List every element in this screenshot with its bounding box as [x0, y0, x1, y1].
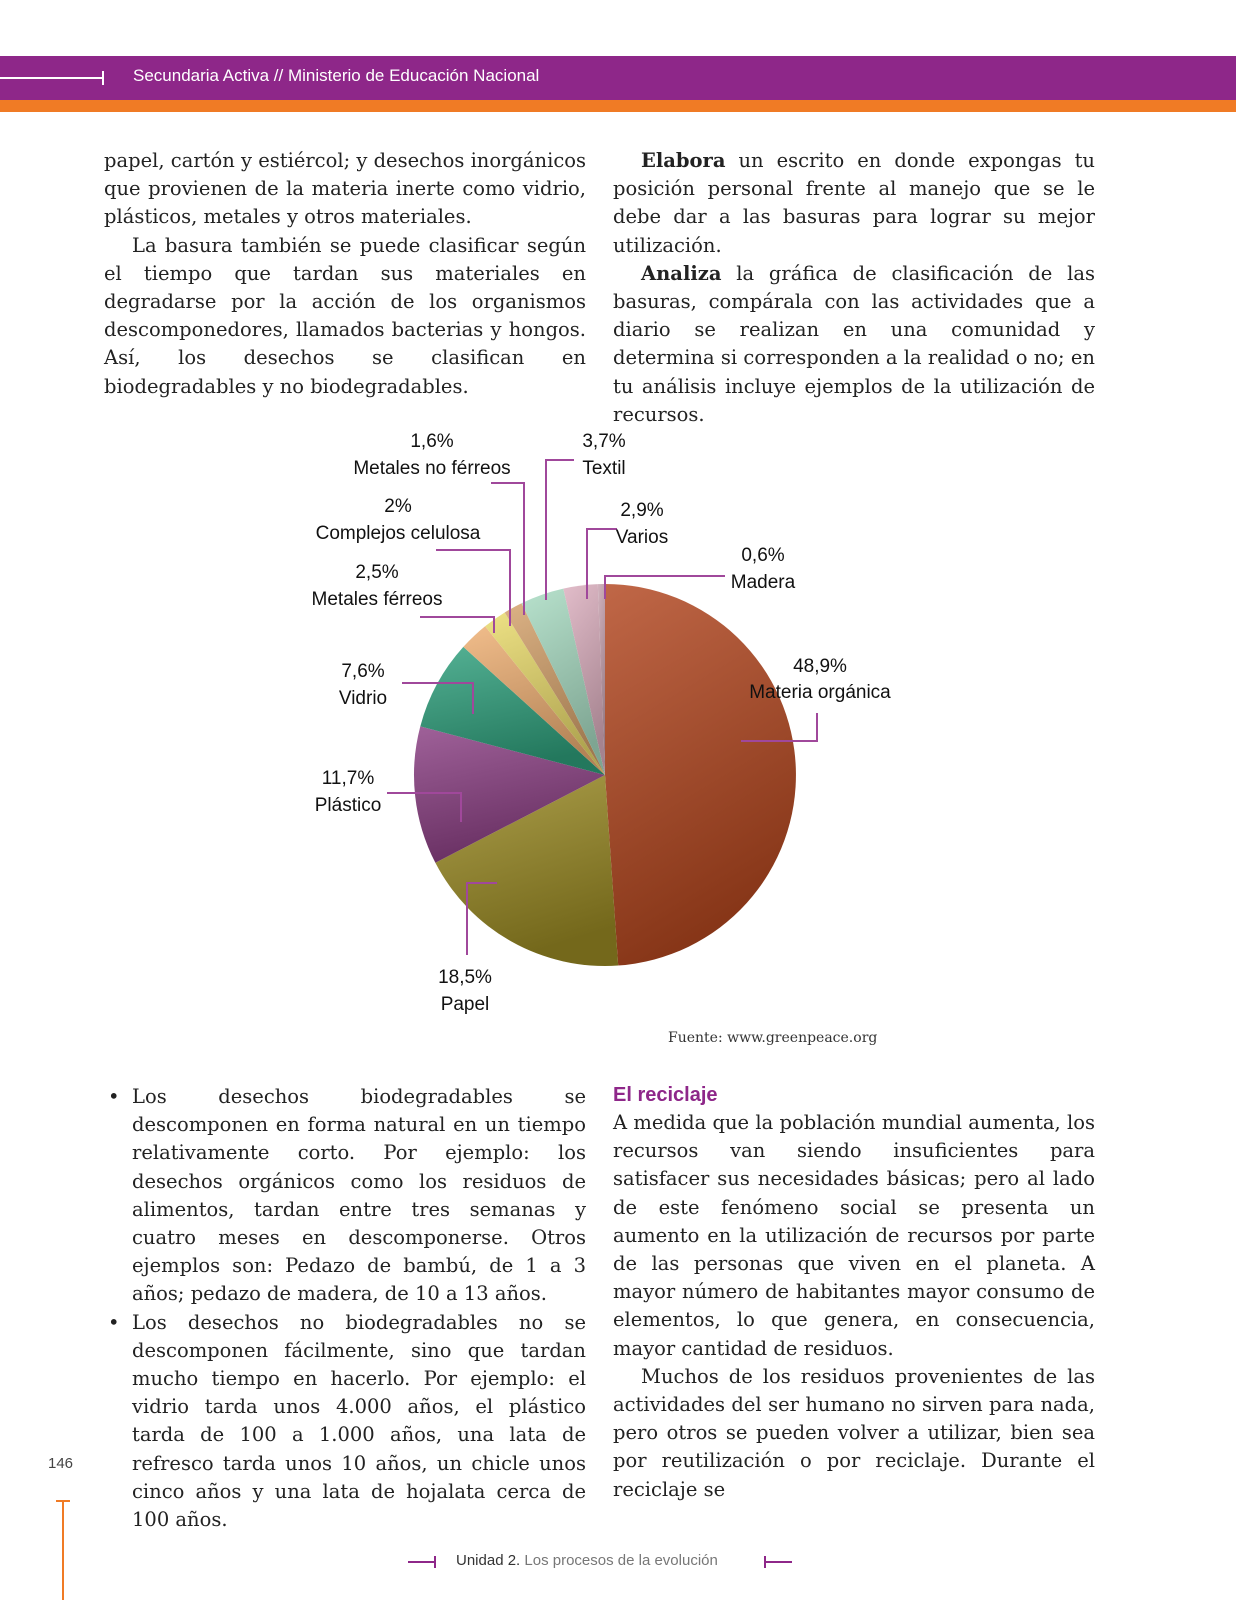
footer-rule-right [766, 1561, 792, 1563]
slice-value-label-vidrio: 7,6% [341, 661, 385, 682]
footer-rule-left-tick [434, 1556, 436, 1568]
slice-value-label-madera: 0,6% [741, 545, 785, 566]
slice-category-label-plastico: Plástico [314, 795, 382, 816]
pie-slice-materia-organica [605, 584, 796, 966]
slice-value-label-textil: 3,7% [582, 431, 626, 452]
slice-value-label-metales-no-ferreos: 1,6% [410, 431, 454, 452]
slice-category-label-metales-ferreos: Metales férreos [311, 589, 443, 610]
slice-category-label-materia-organica: Materia orgánica [749, 682, 891, 703]
list-item: • Los desechos biodegradables se descomponen en forma natural en un tiempo relativamente corto. Por ejemplo: los desechos orgánicos como los residuos de alimentos, tardan entre tres semanas y cuatro meses en descomponerse. Otros ejemplos son: Pedazo de bambú, de 1 a 3 años; pedazo de madera, de 10 a 13 años. [132, 1083, 586, 1309]
footer-unit-title: Los procesos de la evolución [520, 1552, 718, 1569]
slice-value-label-plastico: 11,7% [321, 768, 375, 789]
slice-value-label-complejos-celulosa: 2% [384, 496, 412, 517]
slice-category-label-papel: Papel [440, 994, 490, 1015]
slice-category-label-madera: Madera [730, 572, 796, 593]
bottom-right-column [613, 1081, 1095, 1504]
paragraph: papel, cartón y estiércol; y desechos inorgánicos que provienen de la materia inerte como vidrio, plásticos, metales y otros materiales. [104, 149, 586, 229]
section-title: El reciclaje [613, 1084, 718, 1106]
slice-value-label-papel: 18,5% [438, 967, 492, 988]
footer-rule-left [408, 1561, 434, 1563]
leader-line-complejos-celulosa [436, 550, 510, 626]
paragraph-text: la gráfica de clasificación de las basuras, compárala con las actividades que a diario se realizan en una comunidad y determina si corresponden a la realidad o no; en tu análisis incluye ejemplos de la utilización de recursos. [613, 261, 1095, 426]
footer-text [456, 1552, 718, 1569]
leader-line-textil [546, 460, 574, 600]
paragraph: Muchos de los residuos provenientes de las actividades del ser humano no sirven para nada, pero otros se pueden volver a utilizar, bien sea por reutilización o por reciclaje. Durante el reciclaje se [613, 1364, 1095, 1501]
paragraph: A medida que la población mundial aumenta, los recursos van siendo insuficientes para satisfacer sus necesidades básicas; pero al lado de este fenómeno social se presenta un aumento en la utilización de recursos por parte de las personas que viven en el planeta. A mayor número de habitantes mayor consumo de elementos, lo que genera, en consecuencia, mayor cantidad de residuos. [613, 1111, 1095, 1360]
list-item: • Los desechos no biodegradables no se descomponen fácilmente, sino que tardan mucho tiempo en hacerlo. Por ejemplo: el vidrio tarda unos 4.000 años, el plástico tarda de 100 a 1.000 años, una lata de refresco tarda unos 10 años, un chicle unos cinco años y una lata de hojalata cerca de 100 años. [132, 1309, 586, 1535]
paragraph: La basura también se puede clasificar según el tiempo que tardan sus materiales en degradarse por la acción de los organismos descomponedores, llamados bacterias y hongos. Así, los desechos se clasifican en biodegradables y no biodegradables. [104, 233, 586, 398]
slice-category-label-complejos-celulosa: Complejos celulosa [315, 523, 481, 544]
slice-value-label-materia-organica: 48,9% [793, 656, 847, 677]
margin-rule [62, 1502, 64, 1600]
slice-category-label-varios: Varios [615, 527, 669, 548]
slice-category-label-vidrio: Vidrio [338, 688, 388, 709]
header-title: Secundaria Activa // Ministerio de Educación Nacional [133, 66, 540, 85]
page-number: 146 [48, 1455, 74, 1472]
paragraph-text: un escrito en donde expongas tu posición personal frente al manejo que se le debe dar a las basuras para lograr su mejor utilización. [613, 149, 1095, 257]
bottom-left-column [104, 1083, 586, 1534]
slice-category-label-textil: Textil [582, 458, 626, 479]
footer [408, 1551, 794, 1573]
footer-unit: Unidad 2. [456, 1552, 521, 1569]
bold-term: Elabora [641, 149, 726, 172]
bold-term: Analiza [641, 261, 722, 285]
chart-source: Fuente: www.greenpeace.org [668, 1030, 878, 1046]
slice-value-label-metales-ferreos: 2,5% [355, 562, 399, 583]
slice-category-label-metales-no-ferreos: Metales no férreos [353, 458, 511, 479]
slice-value-label-varios: 2,9% [620, 500, 664, 521]
